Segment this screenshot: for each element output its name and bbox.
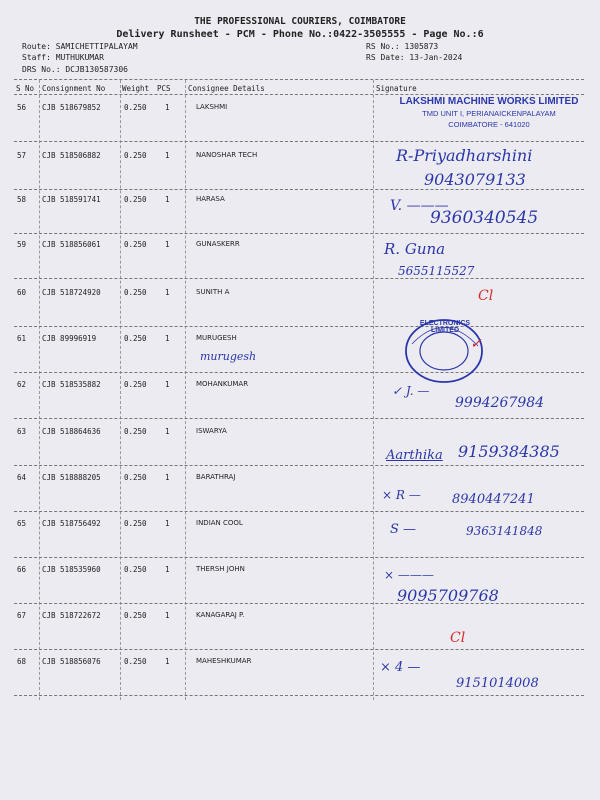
row-consignee: NANOSHAR TECH xyxy=(196,151,258,159)
row-consignment-no: CJB 518506882 xyxy=(42,151,101,160)
row-weight: 0.250 xyxy=(124,657,147,666)
signature-65-mark: S — xyxy=(390,522,417,537)
signature-66-mark: × ——— xyxy=(384,568,434,582)
row-divider xyxy=(14,649,584,650)
signature-62-mark: ✓ J. — xyxy=(392,384,430,398)
row-consignment-no: CJB 518856076 xyxy=(42,657,101,666)
row-weight: 0.250 xyxy=(124,103,147,112)
row-weight: 0.250 xyxy=(124,427,147,436)
col-header-pcs: PCS xyxy=(157,84,171,93)
row-pcs: 1 xyxy=(165,195,170,204)
row-divider xyxy=(14,233,584,234)
row-pcs: 1 xyxy=(165,611,170,620)
red-mark-67: Cl xyxy=(450,630,466,646)
red-mark-61: ✓ xyxy=(470,336,482,352)
row-consignee: MOHANKUMAR xyxy=(196,380,249,388)
signature-58-phone: 9360340545 xyxy=(430,208,539,228)
row-consignee: ISWARYA xyxy=(196,427,227,435)
row-consignment-no: CJB 518535882 xyxy=(42,380,101,389)
row-sno: 59 xyxy=(17,240,27,249)
row-weight: 0.250 xyxy=(124,473,147,482)
row-consignee: MURUGESH xyxy=(196,334,237,342)
signature-63-name: Aarthika xyxy=(386,448,443,463)
row-consignee: MAHESHKUMAR xyxy=(196,657,252,665)
col-divider xyxy=(39,80,40,700)
row-consignment-no: CJB 518722672 xyxy=(42,611,101,620)
drs-number: DRS No.: DCJB130587306 xyxy=(22,65,128,74)
row-consignment-no: CJB 518679852 xyxy=(42,103,101,112)
row-pcs: 1 xyxy=(165,657,170,666)
row-sno: 63 xyxy=(17,427,27,436)
col-divider xyxy=(120,80,121,700)
row-pcs: 1 xyxy=(165,334,170,343)
row-pcs: 1 xyxy=(165,103,170,112)
row-consignee: INDIAN COOL xyxy=(196,519,243,527)
row-weight: 0.250 xyxy=(124,151,147,160)
company-stamp: LAKSHMI MACHINE WORKS LIMITED TMD UNIT I, PERIANAICKENPALAYAM COIMBATORE - 641020 xyxy=(399,96,579,129)
row-pcs: 1 xyxy=(165,519,170,528)
row-sno: 68 xyxy=(17,657,27,666)
row-consignment-no: CJB 518591741 xyxy=(42,195,101,204)
signature-63-phone: 9159384385 xyxy=(458,442,560,461)
row-weight: 0.250 xyxy=(124,380,147,389)
row-divider xyxy=(14,189,584,190)
row-sno: 64 xyxy=(17,473,27,482)
row-divider xyxy=(14,418,584,419)
company-title: THE PROFESSIONAL COURIERS, COIMBATORE xyxy=(194,16,406,27)
consignee-61-note: murugesh xyxy=(200,350,257,363)
signature-58-mark: V. ——— xyxy=(390,198,449,214)
row-consignee: HARASA xyxy=(196,195,225,203)
row-consignee: THERSH JOHN xyxy=(196,565,245,573)
signature-59-phone: 5655115527 xyxy=(398,264,475,278)
signature-64-mark: × R — xyxy=(382,488,421,502)
signature-62-phone: 9994267984 xyxy=(455,395,545,411)
row-weight: 0.250 xyxy=(124,334,147,343)
row-pcs: 1 xyxy=(165,288,170,297)
header-top-divider xyxy=(14,79,584,80)
round-stamp-text: ELECTRONICS LIMITED xyxy=(419,320,471,334)
row-pcs: 1 xyxy=(165,380,170,389)
signature-64-phone: 8940447241 xyxy=(452,492,535,507)
signature-59-name: R. Guna xyxy=(384,240,446,258)
col-header-consignment: Consignment No xyxy=(42,84,106,93)
signature-65-phone: 9363141848 xyxy=(466,524,543,538)
col-header-weight: Weight xyxy=(122,84,150,93)
col-header-sno: S No xyxy=(16,84,35,93)
row-pcs: 1 xyxy=(165,427,170,436)
signature-68-mark: × 4 — xyxy=(380,660,421,675)
row-divider xyxy=(14,465,584,466)
row-consignment-no: CJB 518888205 xyxy=(42,473,101,482)
row-consignment-no: CJB 518756492 xyxy=(42,519,101,528)
row-weight: 0.250 xyxy=(124,611,147,620)
row-pcs: 1 xyxy=(165,151,170,160)
runsheet-subtitle: Delivery Runsheet - PCM - Phone No.:0422-3505555 - Page No.:6 xyxy=(116,29,484,40)
row-pcs: 1 xyxy=(165,473,170,482)
row-pcs: 1 xyxy=(165,240,170,249)
rs-date: RS Date: 13-Jan-2024 xyxy=(366,53,463,62)
row-weight: 0.250 xyxy=(124,240,147,249)
signature-66-phone: 9095709768 xyxy=(397,586,499,605)
row-consignment-no: CJB 518864636 xyxy=(42,427,101,436)
row-consignee: SUNITH A xyxy=(196,288,230,296)
header-bottom-divider xyxy=(14,94,584,95)
row-divider xyxy=(14,278,584,279)
row-divider xyxy=(14,141,584,142)
row-weight: 0.250 xyxy=(124,565,147,574)
row-divider xyxy=(14,372,584,373)
row-consignee: KANAGARAJ P. xyxy=(196,611,245,619)
row-sno: 67 xyxy=(17,611,27,620)
signature-57-name: R-Priyadharshini xyxy=(396,146,533,165)
row-sno: 61 xyxy=(17,334,27,343)
row-consignment-no: CJB 518856061 xyxy=(42,240,101,249)
col-divider xyxy=(185,80,186,700)
row-pcs: 1 xyxy=(165,565,170,574)
row-sno: 65 xyxy=(17,519,27,528)
red-mark-60: Cl xyxy=(478,288,494,304)
col-divider xyxy=(373,80,374,700)
row-weight: 0.250 xyxy=(124,288,147,297)
row-sno: 66 xyxy=(17,565,27,574)
row-consignee: BARATHRAJ xyxy=(196,473,236,481)
col-header-consignee: Consignee Details xyxy=(188,84,265,93)
row-divider xyxy=(14,511,584,512)
rs-number: RS No.: 1305873 xyxy=(366,42,439,51)
signature-57-phone: 9043079133 xyxy=(424,170,526,189)
row-divider xyxy=(14,557,584,558)
row-divider xyxy=(14,326,584,327)
route-label: Route: SAMICHETTIPALAYAM xyxy=(22,42,138,51)
row-consignment-no: CJB 518535960 xyxy=(42,565,101,574)
row-sno: 57 xyxy=(17,151,27,160)
row-divider xyxy=(14,695,584,696)
row-consignment-no: CJB 518724920 xyxy=(42,288,101,297)
row-consignment-no: CJB 89996919 xyxy=(42,334,97,343)
row-consignee: GUNASKERR xyxy=(196,240,240,248)
row-consignee: LAKSHMI xyxy=(196,103,228,111)
signature-68-phone: 9151014008 xyxy=(456,676,539,691)
staff-label: Staff: MUTHUKUMAR xyxy=(22,53,104,62)
row-sno: 56 xyxy=(17,103,27,112)
row-sno: 62 xyxy=(17,380,27,389)
row-sno: 60 xyxy=(17,288,27,297)
row-sno: 58 xyxy=(17,195,27,204)
row-weight: 0.250 xyxy=(124,195,147,204)
row-weight: 0.250 xyxy=(124,519,147,528)
col-header-signature: Signature xyxy=(376,84,417,93)
